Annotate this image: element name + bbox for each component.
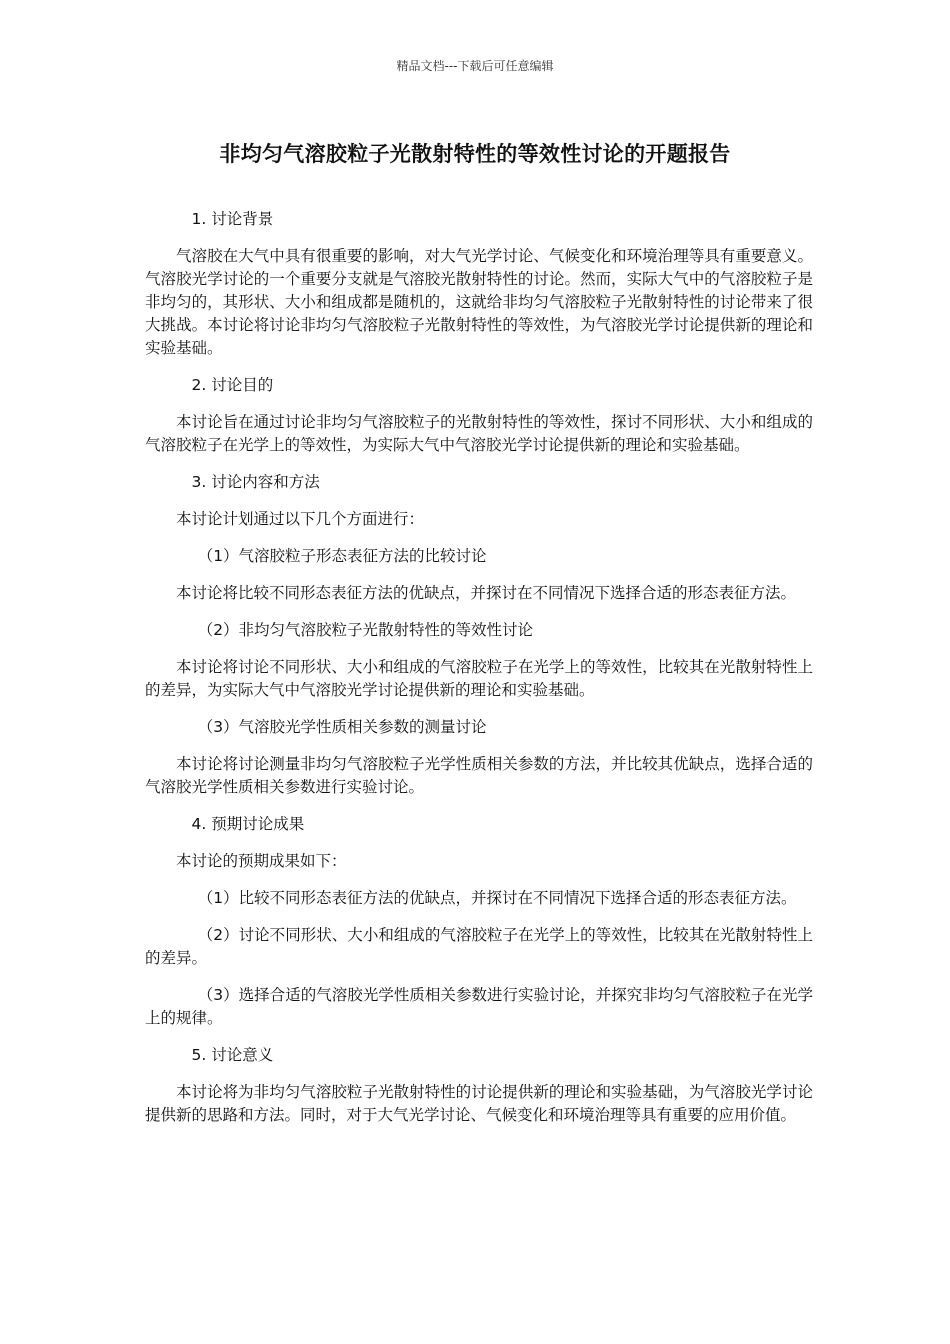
section-3-item-3-paragraph: 本讨论将讨论测量非均匀气溶胶粒子光学性质相关参数的方法，并比较其优缺点，选择合适的气溶胶光学性质相关参数进行实验讨论。 xyxy=(145,755,813,796)
section-2-heading: 2. 讨论目的 xyxy=(191,376,274,394)
section-3-item-2-title: （2）非均匀气溶胶粒子光散射特性的等效性讨论 xyxy=(197,621,534,639)
section-1-heading: 1. 讨论背景 xyxy=(191,210,274,228)
section-4-item-2: （2）讨论不同形状、大小和组成的气溶胶粒子在光学上的等效性，比较其在光散射特性上的差异。 xyxy=(145,926,813,967)
section-3-item-1-paragraph: 本讨论将比较不同形态表征方法的优缺点，并探讨在不同情况下选择合适的形态表征方法。 xyxy=(176,584,797,602)
section-3-item-3-title: （3）气溶胶光学性质相关参数的测量讨论 xyxy=(197,718,487,736)
section-4-item-3: （3）选择合适的气溶胶光学性质相关参数进行实验讨论，并探究非均匀气溶胶粒子在光学上的规律。 xyxy=(145,986,813,1027)
section-3-item-2-paragraph: 本讨论将讨论不同形状、大小和组成的气溶胶粒子在光学上的等效性，比较其在光散射特性上的差异，为实际大气中气溶胶光学讨论提供新的理论和实验基础。 xyxy=(145,658,813,699)
section-4-intro: 本讨论的预期成果如下： xyxy=(176,852,347,870)
section-3-intro: 本讨论计划通过以下几个方面进行： xyxy=(176,510,425,528)
section-1-paragraph: 气溶胶在大气中具有很重要的影响，对大气光学讨论、气候变化和环境治理等具有重要意义。气溶胶光学讨论的一个重要分支就是气溶胶光散射特性的讨论。然而，实际大气中的气溶胶粒子是非均匀的，其形状、大小和组成都是随机的，这就给非均匀气溶胶粒子光散射特性的讨论带来了很大挑战。本讨论将讨论非均匀气溶胶粒子光散射特性的等效性，为气溶胶光学讨论提供新的理论和实验基础。 xyxy=(145,247,813,357)
section-3-heading: 3. 讨论内容和方法 xyxy=(191,473,320,491)
section-5-paragraph: 本讨论将为非均匀气溶胶粒子光散射特性的讨论提供新的理论和实验基础，为气溶胶光学讨论提供新的思路和方法。同时，对于大气光学讨论、气候变化和环境治理等具有重要的应用价值。 xyxy=(145,1083,813,1124)
section-4-item-1: （1）比较不同形态表征方法的优缺点，并探讨在不同情况下选择合适的形态表征方法。 xyxy=(197,889,797,907)
section-4-heading: 4. 预期讨论成果 xyxy=(191,815,305,833)
section-5-heading: 5. 讨论意义 xyxy=(191,1046,274,1064)
document-title: 非均匀气溶胶粒子光散射特性的等效性讨论的开题报告 xyxy=(219,142,731,166)
document-body xyxy=(145,208,813,1141)
section-3-item-1-title: （1）气溶胶粒子形态表征方法的比较讨论 xyxy=(197,547,487,565)
section-2-paragraph: 本讨论旨在通过讨论非均匀气溶胶粒子的光散射特性的等效性，探讨不同形状、大小和组成的气溶胶粒子在光学上的等效性，为实际大气中气溶胶光学讨论提供新的理论和实验基础。 xyxy=(145,413,813,454)
page-header-watermark: 精品文档---下载后可任意编辑 xyxy=(396,59,554,73)
